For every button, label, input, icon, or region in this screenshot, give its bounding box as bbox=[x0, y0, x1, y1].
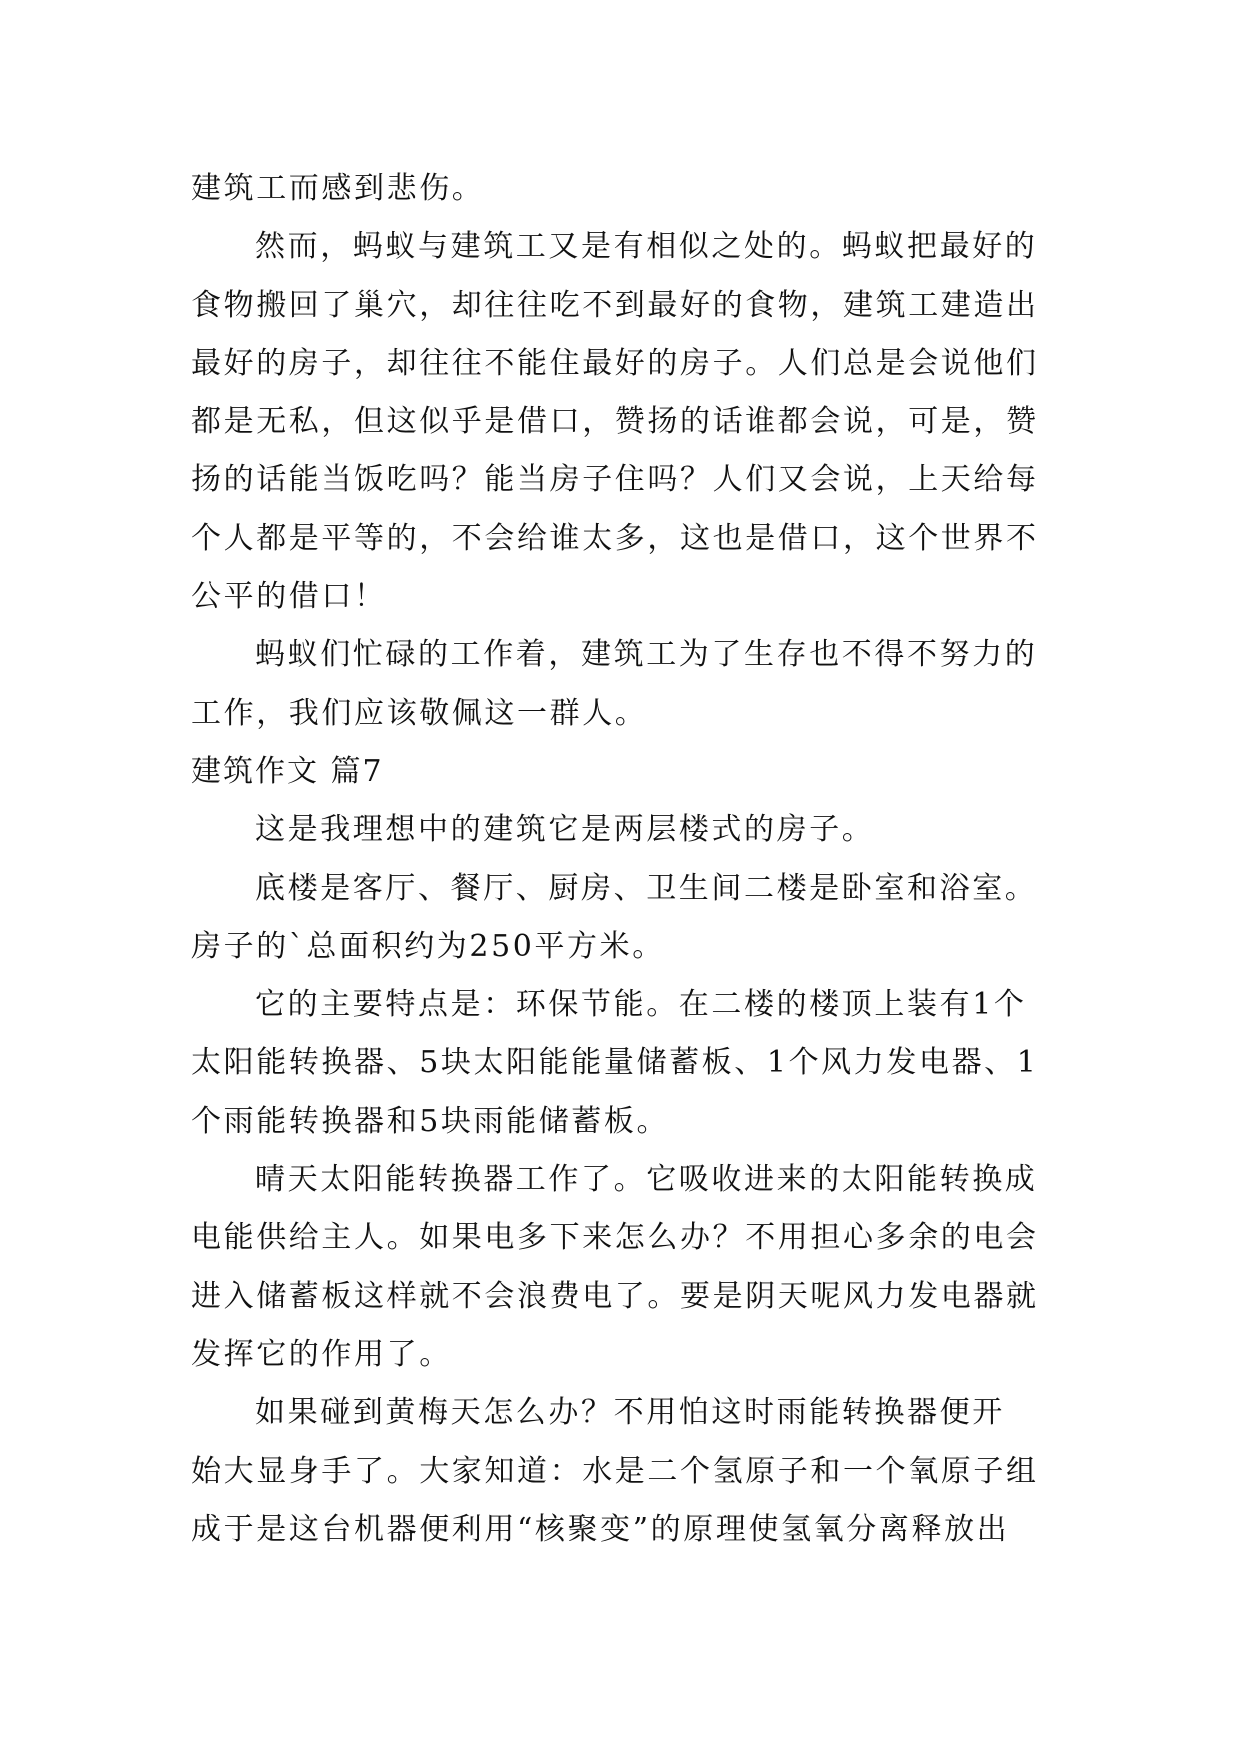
text-line: 然而，蚂蚁与建筑工又是有相似之处的。蚂蚁把最好的 bbox=[255, 229, 1038, 265]
text-line: 工作，我们应该敬佩这一群人。 bbox=[191, 695, 648, 731]
text-line: 始大显身手了。大家知道：水是二个氢原子和一个氧原子组 bbox=[191, 1453, 1039, 1489]
text-line: 食物搬回了巢穴，却往往吃不到最好的食物，建筑工建造出 bbox=[191, 287, 1039, 323]
text-line: 个人都是平等的，不会给谁太多，这也是借口，这个世界不 bbox=[191, 520, 1039, 556]
text-line: 进入储蓄板这样就不会浪费电了。要是阴天呢风力发电器就 bbox=[191, 1278, 1039, 1314]
text-line: 底楼是客厅、餐厅、厨房、卫生间二楼是卧室和浴室。 bbox=[255, 870, 1038, 906]
text-line: 电能供给主人。如果电多下来怎么办？不用担心多余的电会 bbox=[191, 1220, 1039, 1256]
text-line: 扬的话能当饭吃吗？能当房子住吗？人们又会说，上天给每 bbox=[191, 462, 1039, 498]
text-line: 太阳能转换器、5块太阳能能量储蓄板、1个风力发电器、1 bbox=[191, 1045, 1039, 1081]
text-line: 房子的`总面积约为250平方米。 bbox=[191, 928, 665, 964]
text-line: 都是无私，但这似乎是借口，赞扬的话谁都会说，可是，赞 bbox=[191, 404, 1039, 440]
text-line: 最好的房子，却往往不能住最好的房子。人们总是会说他们 bbox=[191, 345, 1039, 381]
text-line: 如果碰到黄梅天怎么办？不用怕这时雨能转换器便开 bbox=[255, 1395, 1005, 1431]
text-line: 建筑工而感到悲伤。 bbox=[191, 171, 485, 206]
text-line: 发挥它的作用了。 bbox=[191, 1336, 452, 1372]
text-line: 蚂蚁们忙碌的工作着，建筑工为了生存也不得不努力的 bbox=[255, 637, 1038, 673]
document-body bbox=[191, 160, 1071, 1559]
text-line: 个雨能转换器和5块雨能储蓄板。 bbox=[191, 1103, 670, 1139]
text-line: 它的主要特点是：环保节能。在二楼的楼顶上装有1个 bbox=[255, 987, 1027, 1023]
text-line: 晴天太阳能转换器工作了。它吸收进来的太阳能转换成 bbox=[255, 1162, 1038, 1198]
text-line: 公平的借口！ bbox=[191, 579, 387, 615]
text-line: 成于是这台机器便利用“核聚变”的原理使氢氧分离释放出 bbox=[191, 1511, 1010, 1547]
text-line: 这是我理想中的建筑它是两层楼式的房子。 bbox=[255, 812, 875, 848]
section-heading: 建筑作文 篇7 bbox=[191, 753, 384, 789]
